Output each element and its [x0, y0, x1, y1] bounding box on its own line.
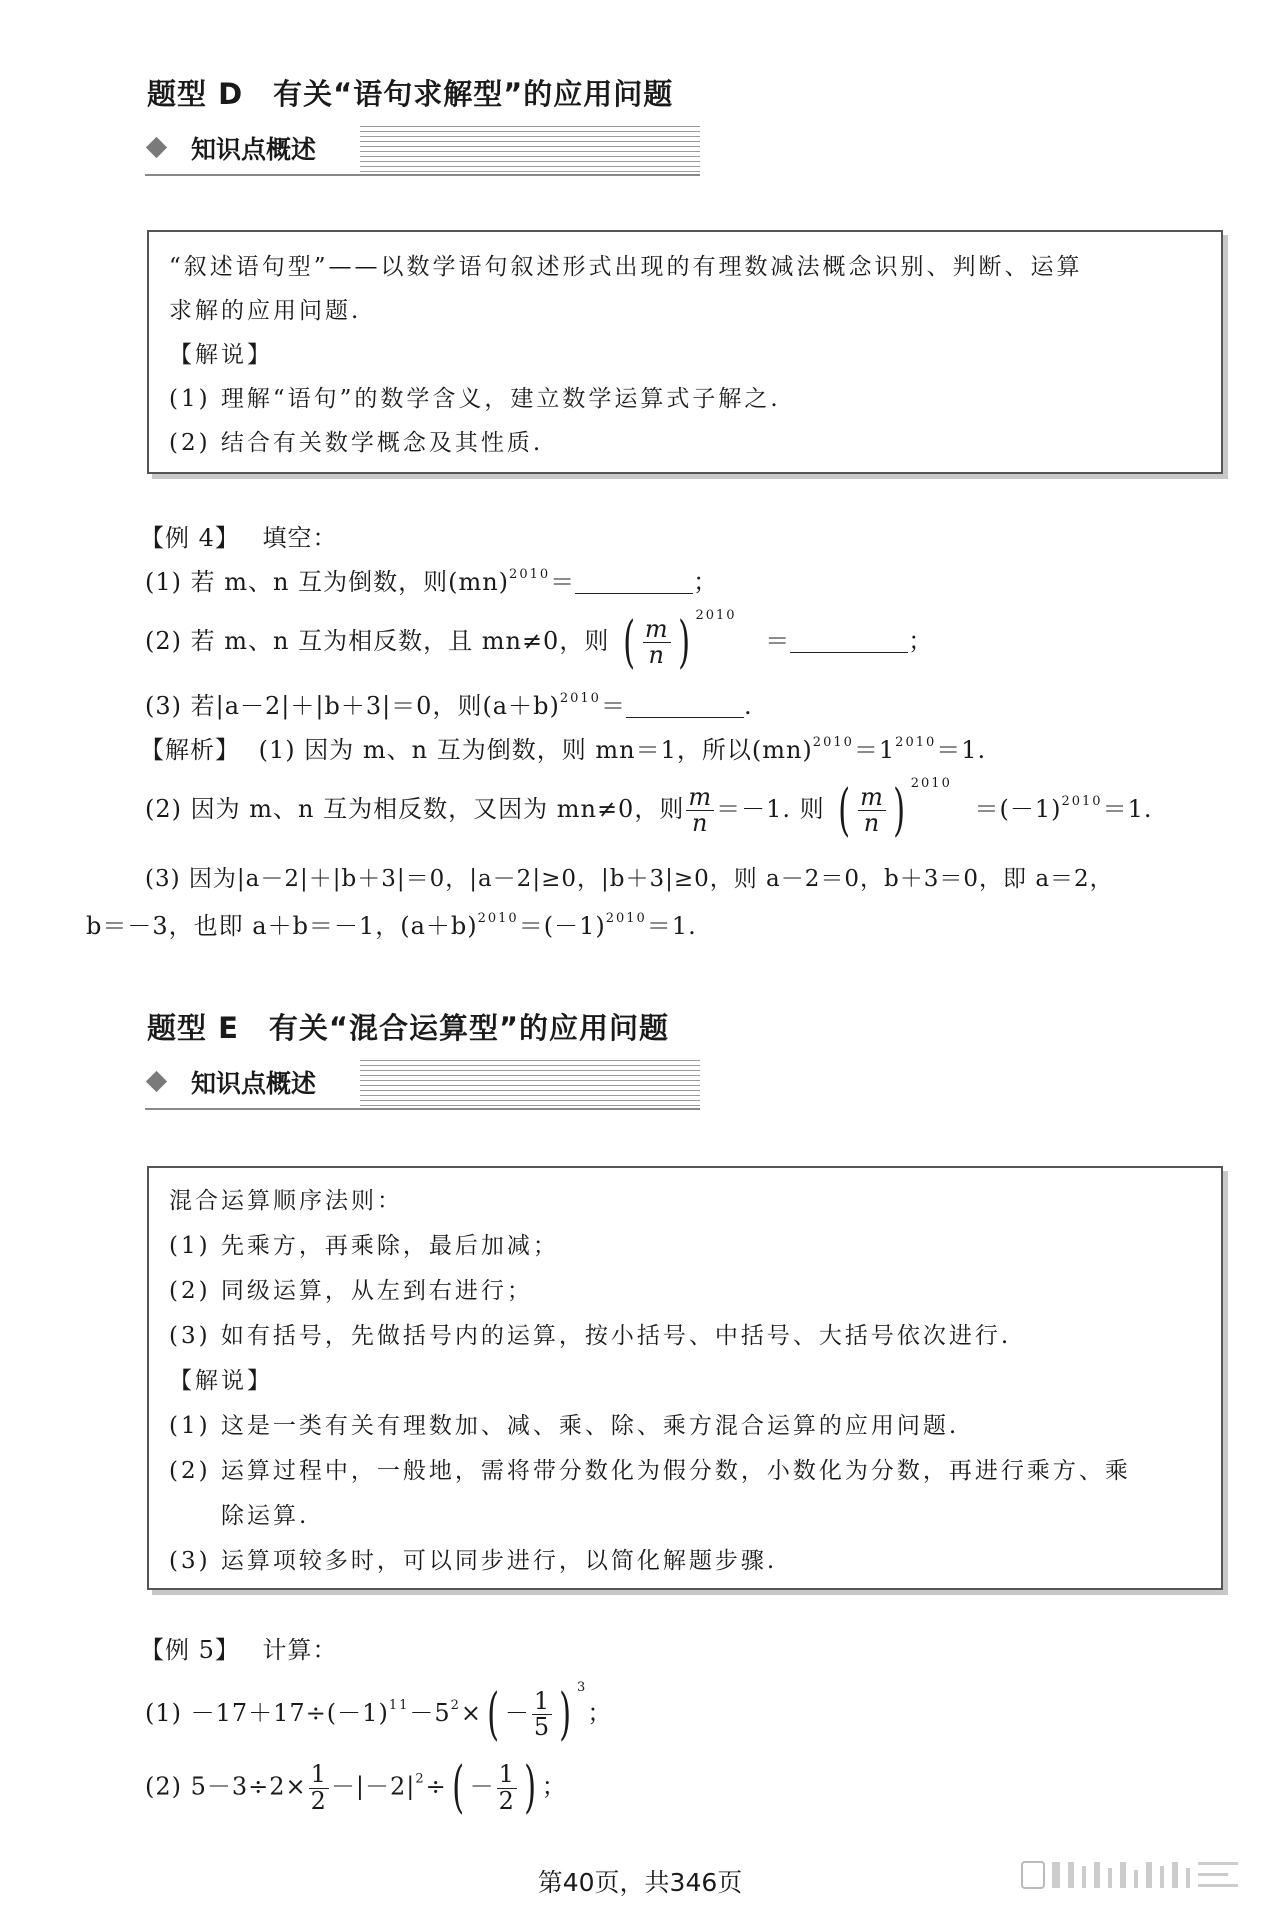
- answer-blank[interactable]: [626, 693, 744, 718]
- solution-text: b＝－3，也即 a＋b＝－1，(a＋b): [86, 912, 478, 940]
- punctuation: .: [743, 692, 753, 720]
- expression-text: (2) 5－3÷2×: [145, 1772, 307, 1801]
- right-paren: ): [559, 1681, 572, 1747]
- equals: ＝: [550, 568, 576, 596]
- example-4-heading: [140, 518, 338, 553]
- exponent: 2010: [895, 735, 937, 750]
- box-line: (1) 理解“语句”的数学含义，建立数学运算式子解之.: [169, 386, 781, 412]
- fraction-denominator: n: [648, 641, 665, 669]
- punctuation: ；: [587, 1699, 613, 1727]
- solution-text: ＝1.: [936, 736, 987, 764]
- exponent: 2010: [695, 608, 737, 623]
- equals: ＝: [600, 692, 626, 720]
- solution-text: ＝1: [853, 736, 896, 764]
- box-line: 求解的应用问题.: [169, 298, 362, 324]
- question-text: (2) 若 m、n 互为相反数，且 mn≠0，则: [145, 627, 610, 655]
- box-line: (2) 结合有关数学概念及其性质.: [169, 430, 544, 456]
- exponent: 2010: [812, 735, 854, 750]
- expression-1: [145, 1680, 613, 1747]
- exponent: 3: [577, 1680, 588, 1695]
- box-line: 【解说】: [169, 1368, 273, 1394]
- exponent: 2010: [509, 567, 551, 582]
- answer-blank[interactable]: [575, 569, 693, 594]
- punctuation: ；: [693, 568, 719, 596]
- left-paren: (: [451, 1755, 465, 1820]
- page-footer: 第40页，共346页: [537, 1868, 743, 1897]
- exponent: 11: [388, 1698, 410, 1713]
- solution-text: (1) 因为 m、n 互为倒数，则 mn＝1，所以(mn): [258, 736, 813, 764]
- right-paren: ): [893, 777, 906, 843]
- header-rule-lines: [360, 1060, 700, 1106]
- expression-text: －: [504, 1699, 530, 1727]
- diamond-icon: [146, 1071, 167, 1092]
- box-line: (1) 先乘方，再乘除，最后加减；: [169, 1233, 559, 1259]
- knowledge-header-d: [145, 124, 700, 176]
- expression-text: ×: [460, 1699, 483, 1727]
- box-line: 混合运算顺序法则：: [169, 1188, 403, 1214]
- solution-text: ＝－1. 则: [716, 795, 825, 823]
- right-paren: ): [677, 609, 691, 675]
- example-prompt: 计算：: [262, 1636, 338, 1664]
- solution-1: [140, 730, 986, 765]
- expression-2: [145, 1755, 567, 1820]
- solution-text: ＝1.: [1102, 795, 1153, 823]
- section-e-title: 题型 E 有关“混合运算型”的应用问题: [147, 1011, 670, 1045]
- header-base-rule: [145, 1108, 700, 1110]
- punctuation: ；: [541, 1772, 567, 1801]
- box-line: (3) 如有括号，先做括号内的运算，按小括号、中括号、大括号依次进行.: [169, 1323, 1012, 1349]
- box-line: “叙述语句型”——以数学语句叙述形式出现的有理数减法概念识别、判断、运算: [169, 254, 1083, 280]
- example-label: 【例 4】: [140, 524, 240, 552]
- example-prompt: 填空：: [262, 524, 338, 552]
- exponent: 2010: [1061, 794, 1103, 809]
- fraction-numerator: m: [644, 614, 669, 643]
- fraction-denominator: n: [863, 809, 881, 837]
- punctuation: ；: [908, 627, 934, 655]
- expression-text: －5: [409, 1699, 451, 1727]
- exponent: 2010: [605, 911, 647, 926]
- summary-box-e: [147, 1166, 1223, 1590]
- expression-text: ÷: [425, 1772, 447, 1801]
- exponent: 2010: [910, 776, 952, 791]
- fraction-numerator: 1: [498, 1760, 515, 1789]
- solution-3-line-1: (3) 因为|a－2|＋|b＋3|＝0，|a－2|≥0，|b＋3|≥0，则 a－2＝0，b＋3＝0，即 a＝2，: [145, 866, 1114, 892]
- summary-box-d: [147, 230, 1223, 474]
- expression-text: －: [469, 1772, 495, 1801]
- expression-text: (1) －17＋17÷(－1): [145, 1699, 389, 1727]
- fraction-numerator: 1: [533, 1686, 551, 1715]
- fraction-denominator: 2: [498, 1786, 515, 1815]
- question-1: [145, 562, 718, 597]
- fraction-denominator: 5: [533, 1713, 551, 1741]
- left-paren: (: [487, 1681, 500, 1747]
- fraction-numerator: m: [688, 782, 713, 811]
- question-text: (1) 若 m、n 互为倒数，则(mn): [145, 568, 510, 596]
- left-paren: (: [838, 777, 851, 843]
- question-3: [145, 686, 753, 721]
- box-line: (3) 运算项较多时，可以同步进行，以简化解题步骤.: [169, 1548, 778, 1574]
- box-line: (2) 同级运算，从左到右进行；: [169, 1278, 533, 1304]
- watermark-logo: [1020, 1858, 1250, 1892]
- right-paren: ): [524, 1755, 537, 1820]
- solution-text: ＝(－1): [974, 795, 1062, 823]
- solution-2: [145, 776, 1153, 843]
- example-5-heading: [140, 1630, 338, 1665]
- fraction-numerator: 1: [310, 1760, 327, 1789]
- knowledge-label: 知识点概述: [191, 135, 317, 164]
- exponent: 2: [450, 1698, 461, 1713]
- header-base-rule: [145, 174, 700, 176]
- exponent: 2010: [559, 691, 601, 706]
- section-d-title: 题型 D 有关“语句求解型”的应用问题: [147, 77, 674, 111]
- answer-blank[interactable]: [790, 628, 908, 653]
- solution-text: (2) 因为 m、n 互为相反数，又因为 mn≠0，则: [145, 795, 685, 823]
- example-label: 【例 5】: [140, 1636, 240, 1664]
- exponent: 2010: [477, 911, 519, 926]
- header-rule-lines: [360, 126, 700, 172]
- diamond-icon: [146, 137, 167, 158]
- box-line: (2) 运算过程中，一般地，需将带分数化为假分数，小数化为分数，再进行乘方、乘: [169, 1458, 1131, 1484]
- equals: ＝: [765, 627, 791, 655]
- fraction-denominator: 2: [310, 1786, 327, 1815]
- fraction-denominator: n: [691, 809, 709, 837]
- left-paren: (: [623, 609, 636, 675]
- solution-label: 【解析】: [140, 736, 240, 764]
- knowledge-header-e: [145, 1058, 700, 1110]
- knowledge-label: 知识点概述: [191, 1069, 317, 1098]
- question-text: (3) 若|a－2|＋|b＋3|＝0，则(a＋b): [145, 692, 560, 720]
- question-2: [145, 608, 934, 675]
- expression-text: －|－2|: [330, 1772, 416, 1801]
- exponent: 2: [415, 1771, 426, 1787]
- box-line: 【解说】: [169, 342, 273, 368]
- fraction-numerator: m: [860, 782, 884, 811]
- box-line: 除运算.: [169, 1503, 310, 1529]
- solution-text: ＝1.: [646, 912, 697, 940]
- box-line: (1) 这是一类有关有理数加、减、乘、除、乘方混合运算的应用问题.: [169, 1413, 960, 1439]
- solution-3-line-2: [86, 906, 697, 941]
- solution-text: ＝(－1): [518, 912, 606, 940]
